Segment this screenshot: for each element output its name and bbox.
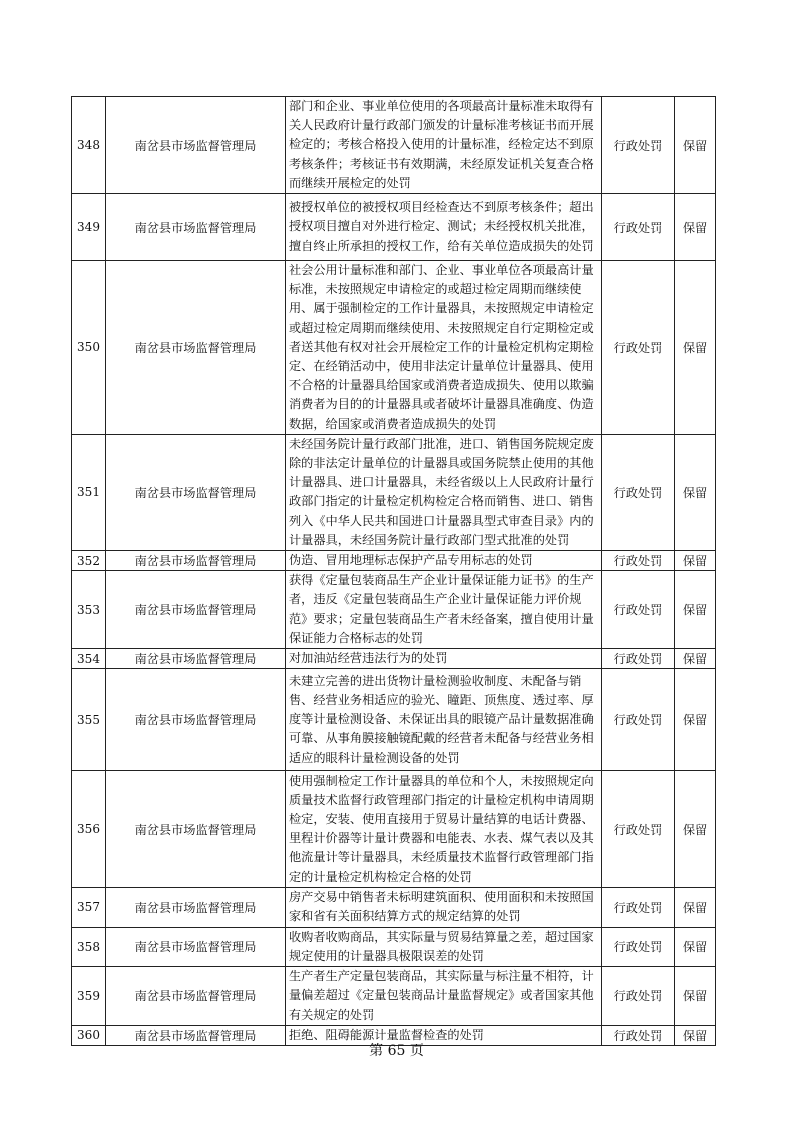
item-content: 社会公用计量标准和部门、企业、事业单位各项最高计量标准，未按照规定申请检定的或超过检定周期而继续使用、属于强制检定的工作计量器具，未按照规定申请检定或超过检定周期而继续使用、未按照规定自行定期检定或者送其他有权对社会开展检定工作的计量检定机构定期检定、在经销活动中，使用非法定计量单位计量器具、使用不合格的计量器具给国家或消费者造成损失、使用以欺骗消费者为目的的计量器具或者破坏计量器具准确度、伪造数据，给国家或消费者造成损失的处罚 bbox=[286, 261, 602, 435]
item-content: 生产者生产定量包装商品，其实际量与标注量不相符，计量偏差超过《定量包装商品计量监督规定》或者国家其他有关规定的处罚 bbox=[286, 967, 602, 1026]
table-row bbox=[72, 669, 716, 771]
table-row bbox=[72, 649, 716, 669]
authority-name: 南岔县市场监督管理局 bbox=[106, 967, 286, 1026]
row-number: 353 bbox=[72, 571, 106, 649]
item-type: 行政处罚 bbox=[602, 571, 675, 649]
page-number: 第 65 页 bbox=[369, 1043, 424, 1059]
item-status: 保留 bbox=[675, 888, 716, 927]
row-number: 351 bbox=[72, 434, 106, 550]
row-number: 348 bbox=[72, 97, 106, 194]
item-status: 保留 bbox=[675, 967, 716, 1026]
item-content: 部门和企业、事业单位使用的各项最高计量标准未取得有关人民政府计量行政部门颁发的计量标准考核证书而开展检定的；考核合格投入使用的计量标准，经检定达不到原考核条件；考核证书有效期满，未经原发证机关复查合格而继续开展检定的处罚 bbox=[286, 97, 602, 194]
item-content: 拒绝、阻碍能源计量监督检查的处罚 bbox=[286, 1025, 602, 1045]
item-type: 行政处罚 bbox=[602, 927, 675, 966]
item-status: 保留 bbox=[675, 434, 716, 550]
item-type: 行政处罚 bbox=[602, 669, 675, 771]
table-row bbox=[72, 771, 716, 888]
item-content: 使用强制检定工作计量器具的单位和个人，未按照规定向质量技术监督行政管理部门指定的计量检定机构申请周期检定，安装、使用直接用于贸易计量结算的电话计费器、里程计价器等计量计费器和电能表、水表、煤气表以及其他流量计等计量器具，未经质量技术监督行政管理部门指定的计量检定机构检定合格的处罚 bbox=[286, 771, 602, 888]
table-row bbox=[72, 194, 716, 261]
table-row bbox=[72, 571, 716, 649]
item-status: 保留 bbox=[675, 649, 716, 669]
table-row bbox=[72, 434, 716, 550]
item-type: 行政处罚 bbox=[602, 888, 675, 927]
item-content: 未建立完善的进出货物计量检测验收制度、未配备与销售、经营业务相适应的验光、瞳距、顶焦度、透过率、厚度等计量检测设备、未保证出具的眼镜产品计量数据准确可靠、从事角膜接触镜配戴的经营者未配备与经营业务相适应的眼科计量检测设备的处罚 bbox=[286, 669, 602, 771]
item-status: 保留 bbox=[675, 571, 716, 649]
item-type: 行政处罚 bbox=[602, 434, 675, 550]
item-type: 行政处罚 bbox=[602, 1025, 675, 1045]
authority-name: 南岔县市场监督管理局 bbox=[106, 649, 286, 669]
penalty-table bbox=[71, 96, 716, 1046]
authority-name: 南岔县市场监督管理局 bbox=[106, 669, 286, 771]
item-status: 保留 bbox=[675, 551, 716, 571]
item-type: 行政处罚 bbox=[602, 194, 675, 261]
item-content: 获得《定量包装商品生产企业计量保证能力证书》的生产者，违反《定量包装商品生产企业计量保证能力评价规范》要求；定量包装商品生产者未经备案，擅自使用计量保证能力合格标志的处罚 bbox=[286, 571, 602, 649]
item-content: 收购者收购商品，其实际量与贸易结算量之差，超过国家规定使用的计量器具极限误差的处罚 bbox=[286, 927, 602, 966]
item-content: 对加油站经营违法行为的处罚 bbox=[286, 649, 602, 669]
authority-name: 南岔县市场监督管理局 bbox=[106, 97, 286, 194]
item-type: 行政处罚 bbox=[602, 967, 675, 1026]
row-number: 360 bbox=[72, 1025, 106, 1045]
row-number: 358 bbox=[72, 927, 106, 966]
row-number: 357 bbox=[72, 888, 106, 927]
item-status: 保留 bbox=[675, 97, 716, 194]
item-type: 行政处罚 bbox=[602, 771, 675, 888]
item-content: 被授权单位的被授权项目经检查达不到原考核条件；超出授权项目擅自对外进行检定、测试；未经授权机关批准，擅自终止所承担的授权工作，给有关单位造成损失的处罚 bbox=[286, 194, 602, 261]
row-number: 350 bbox=[72, 261, 106, 435]
authority-name: 南岔县市场监督管理局 bbox=[106, 888, 286, 927]
authority-name: 南岔县市场监督管理局 bbox=[106, 1025, 286, 1045]
authority-name: 南岔县市场监督管理局 bbox=[106, 571, 286, 649]
table-row bbox=[72, 927, 716, 966]
row-number: 355 bbox=[72, 669, 106, 771]
item-content: 未经国务院计量行政部门批准，进口、销售国务院规定废除的非法定计量单位的计量器具或国务院禁止使用的其他计量器具、进口计量器具，未经省级以上人民政府计量行政部门指定的计量检定机构检定合格而销售、进口、销售列入《中华人民共和国进口计量器具型式审查目录》内的计量器具，未经国务院计量行政部门型式批准的处罚 bbox=[286, 434, 602, 550]
item-type: 行政处罚 bbox=[602, 649, 675, 669]
item-type: 行政处罚 bbox=[602, 97, 675, 194]
authority-name: 南岔县市场监督管理局 bbox=[106, 261, 286, 435]
item-type: 行政处罚 bbox=[602, 551, 675, 571]
item-status: 保留 bbox=[675, 1025, 716, 1045]
item-status: 保留 bbox=[675, 261, 716, 435]
item-status: 保留 bbox=[675, 927, 716, 966]
item-content: 房产交易中销售者未标明建筑面积、使用面积和未按照国家和省有关面积结算方式的规定结算的处罚 bbox=[286, 888, 602, 927]
item-status: 保留 bbox=[675, 669, 716, 771]
item-type: 行政处罚 bbox=[602, 261, 675, 435]
row-number: 354 bbox=[72, 649, 106, 669]
authority-name: 南岔县市场监督管理局 bbox=[106, 434, 286, 550]
authority-name: 南岔县市场监督管理局 bbox=[106, 927, 286, 966]
item-status: 保留 bbox=[675, 194, 716, 261]
table-row bbox=[72, 261, 716, 435]
row-number: 359 bbox=[72, 967, 106, 1026]
table-row bbox=[72, 551, 716, 571]
row-number: 352 bbox=[72, 551, 106, 571]
authority-name: 南岔县市场监督管理局 bbox=[106, 551, 286, 571]
authority-name: 南岔县市场监督管理局 bbox=[106, 194, 286, 261]
table-row bbox=[72, 97, 716, 194]
table-row bbox=[72, 967, 716, 1026]
item-content: 伪造、冒用地理标志保护产品专用标志的处罚 bbox=[286, 551, 602, 571]
authority-name: 南岔县市场监督管理局 bbox=[106, 771, 286, 888]
item-status: 保留 bbox=[675, 771, 716, 888]
row-number: 349 bbox=[72, 194, 106, 261]
row-number: 356 bbox=[72, 771, 106, 888]
table-row bbox=[72, 888, 716, 927]
